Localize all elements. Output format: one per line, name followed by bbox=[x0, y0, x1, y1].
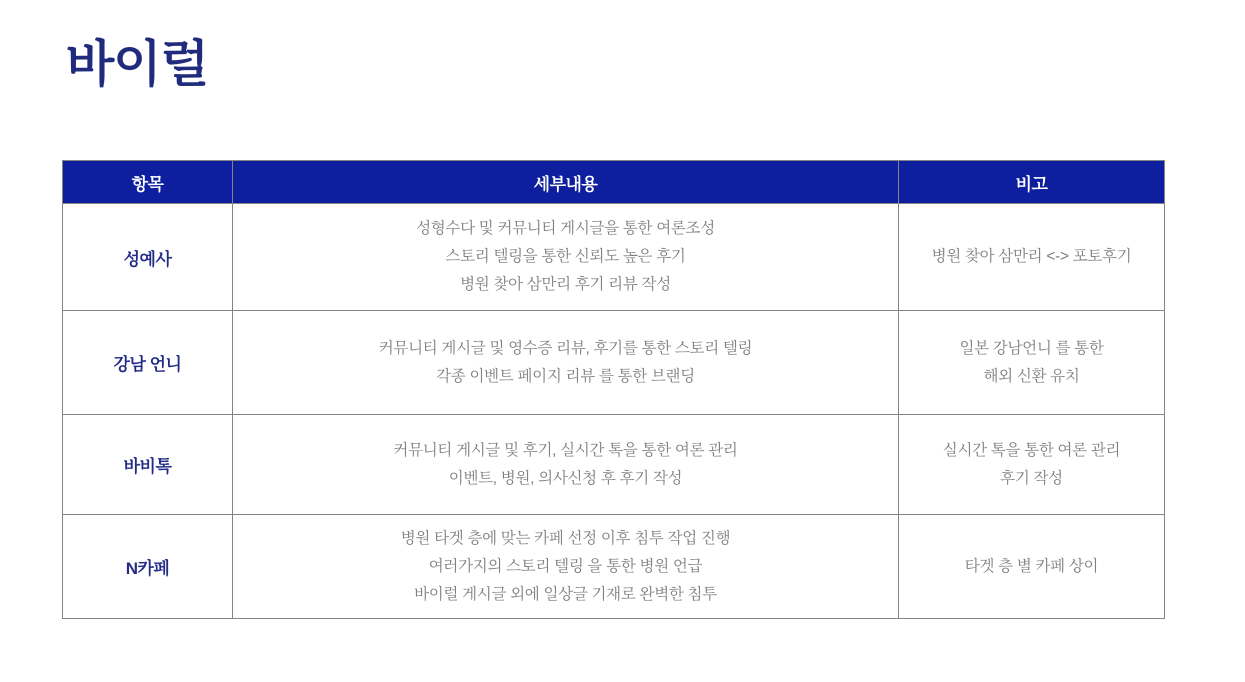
details-cell-line: 이벤트, 병원, 의사신청 후 후기 작성 bbox=[448, 469, 683, 487]
note-cell-line: 일본 강남언니 를 통한 bbox=[959, 339, 1104, 357]
note-cell bbox=[899, 415, 1165, 515]
details-cell bbox=[233, 415, 899, 515]
note-cell bbox=[899, 311, 1165, 415]
details-cell bbox=[233, 204, 899, 311]
item-cell-line: N카페 bbox=[125, 559, 170, 578]
table-body bbox=[63, 204, 1165, 619]
note-cell-line: 후기 작성 bbox=[1000, 469, 1063, 487]
table-row bbox=[63, 415, 1165, 515]
item-cell bbox=[63, 311, 233, 415]
note-cell-line: 타겟 층 별 카페 상이 bbox=[964, 557, 1099, 575]
details-cell-line: 커뮤니티 게시글 및 영수증 리뷰, 후기를 통한 스토리 텔링 bbox=[378, 339, 753, 357]
header-cell-item: 항목 bbox=[63, 161, 233, 204]
details-cell-line: 성형수다 및 커뮤니티 게시글을 통한 여론조성 bbox=[416, 220, 715, 237]
details-cell-line: 병원 타겟 층에 맞는 카페 선정 이후 침투 작업 진행 bbox=[400, 529, 731, 547]
table-row bbox=[63, 515, 1165, 619]
note-cell-line: 해외 신환 유치 bbox=[983, 367, 1080, 385]
details-cell-line: 스토리 텔링을 통한 신뢰도 높은 후기 bbox=[445, 248, 686, 265]
item-cell bbox=[63, 415, 233, 515]
item-cell-line: 성예사 bbox=[123, 249, 172, 269]
details-cell bbox=[233, 311, 899, 415]
item-cell-line: 강남 언니 bbox=[113, 355, 182, 374]
details-cell-line: 여러가지의 스토리 텔링 을 통한 병원 언급 bbox=[428, 557, 703, 575]
details-cell-line: 커뮤니티 게시글 및 후기, 실시간 톡을 통한 여론 관리 bbox=[393, 441, 738, 459]
item-cell-line: 바비톡 bbox=[123, 457, 172, 476]
header-cell-details: 세부내용 bbox=[233, 161, 899, 204]
item-cell bbox=[63, 204, 233, 311]
note-cell bbox=[899, 515, 1165, 619]
table-header bbox=[63, 161, 1165, 204]
header-cell-note: 비고 bbox=[899, 161, 1165, 204]
header-row bbox=[63, 161, 1165, 204]
page-title: 바이럴 bbox=[66, 36, 208, 92]
item-cell bbox=[63, 515, 233, 619]
table-row bbox=[63, 204, 1165, 311]
note-cell-line: 실시간 톡을 통한 여론 관리 bbox=[942, 441, 1121, 459]
table-row bbox=[63, 311, 1165, 415]
note-cell bbox=[899, 204, 1165, 311]
details-cell-line: 각종 이벤트 페이지 리뷰 를 통한 브랜딩 bbox=[436, 367, 695, 385]
details-cell-line: 바이럴 게시글 외에 일상글 기재로 완벽한 침투 bbox=[414, 585, 717, 603]
details-cell bbox=[233, 515, 899, 619]
viral-table-container bbox=[62, 160, 1165, 619]
details-cell-line: 병원 찾아 삼만리 후기 리뷰 작성 bbox=[460, 276, 671, 293]
note-cell-line: 병원 찾아 삼만리 <-> 포토후기 bbox=[931, 248, 1132, 265]
viral-table bbox=[62, 160, 1165, 619]
